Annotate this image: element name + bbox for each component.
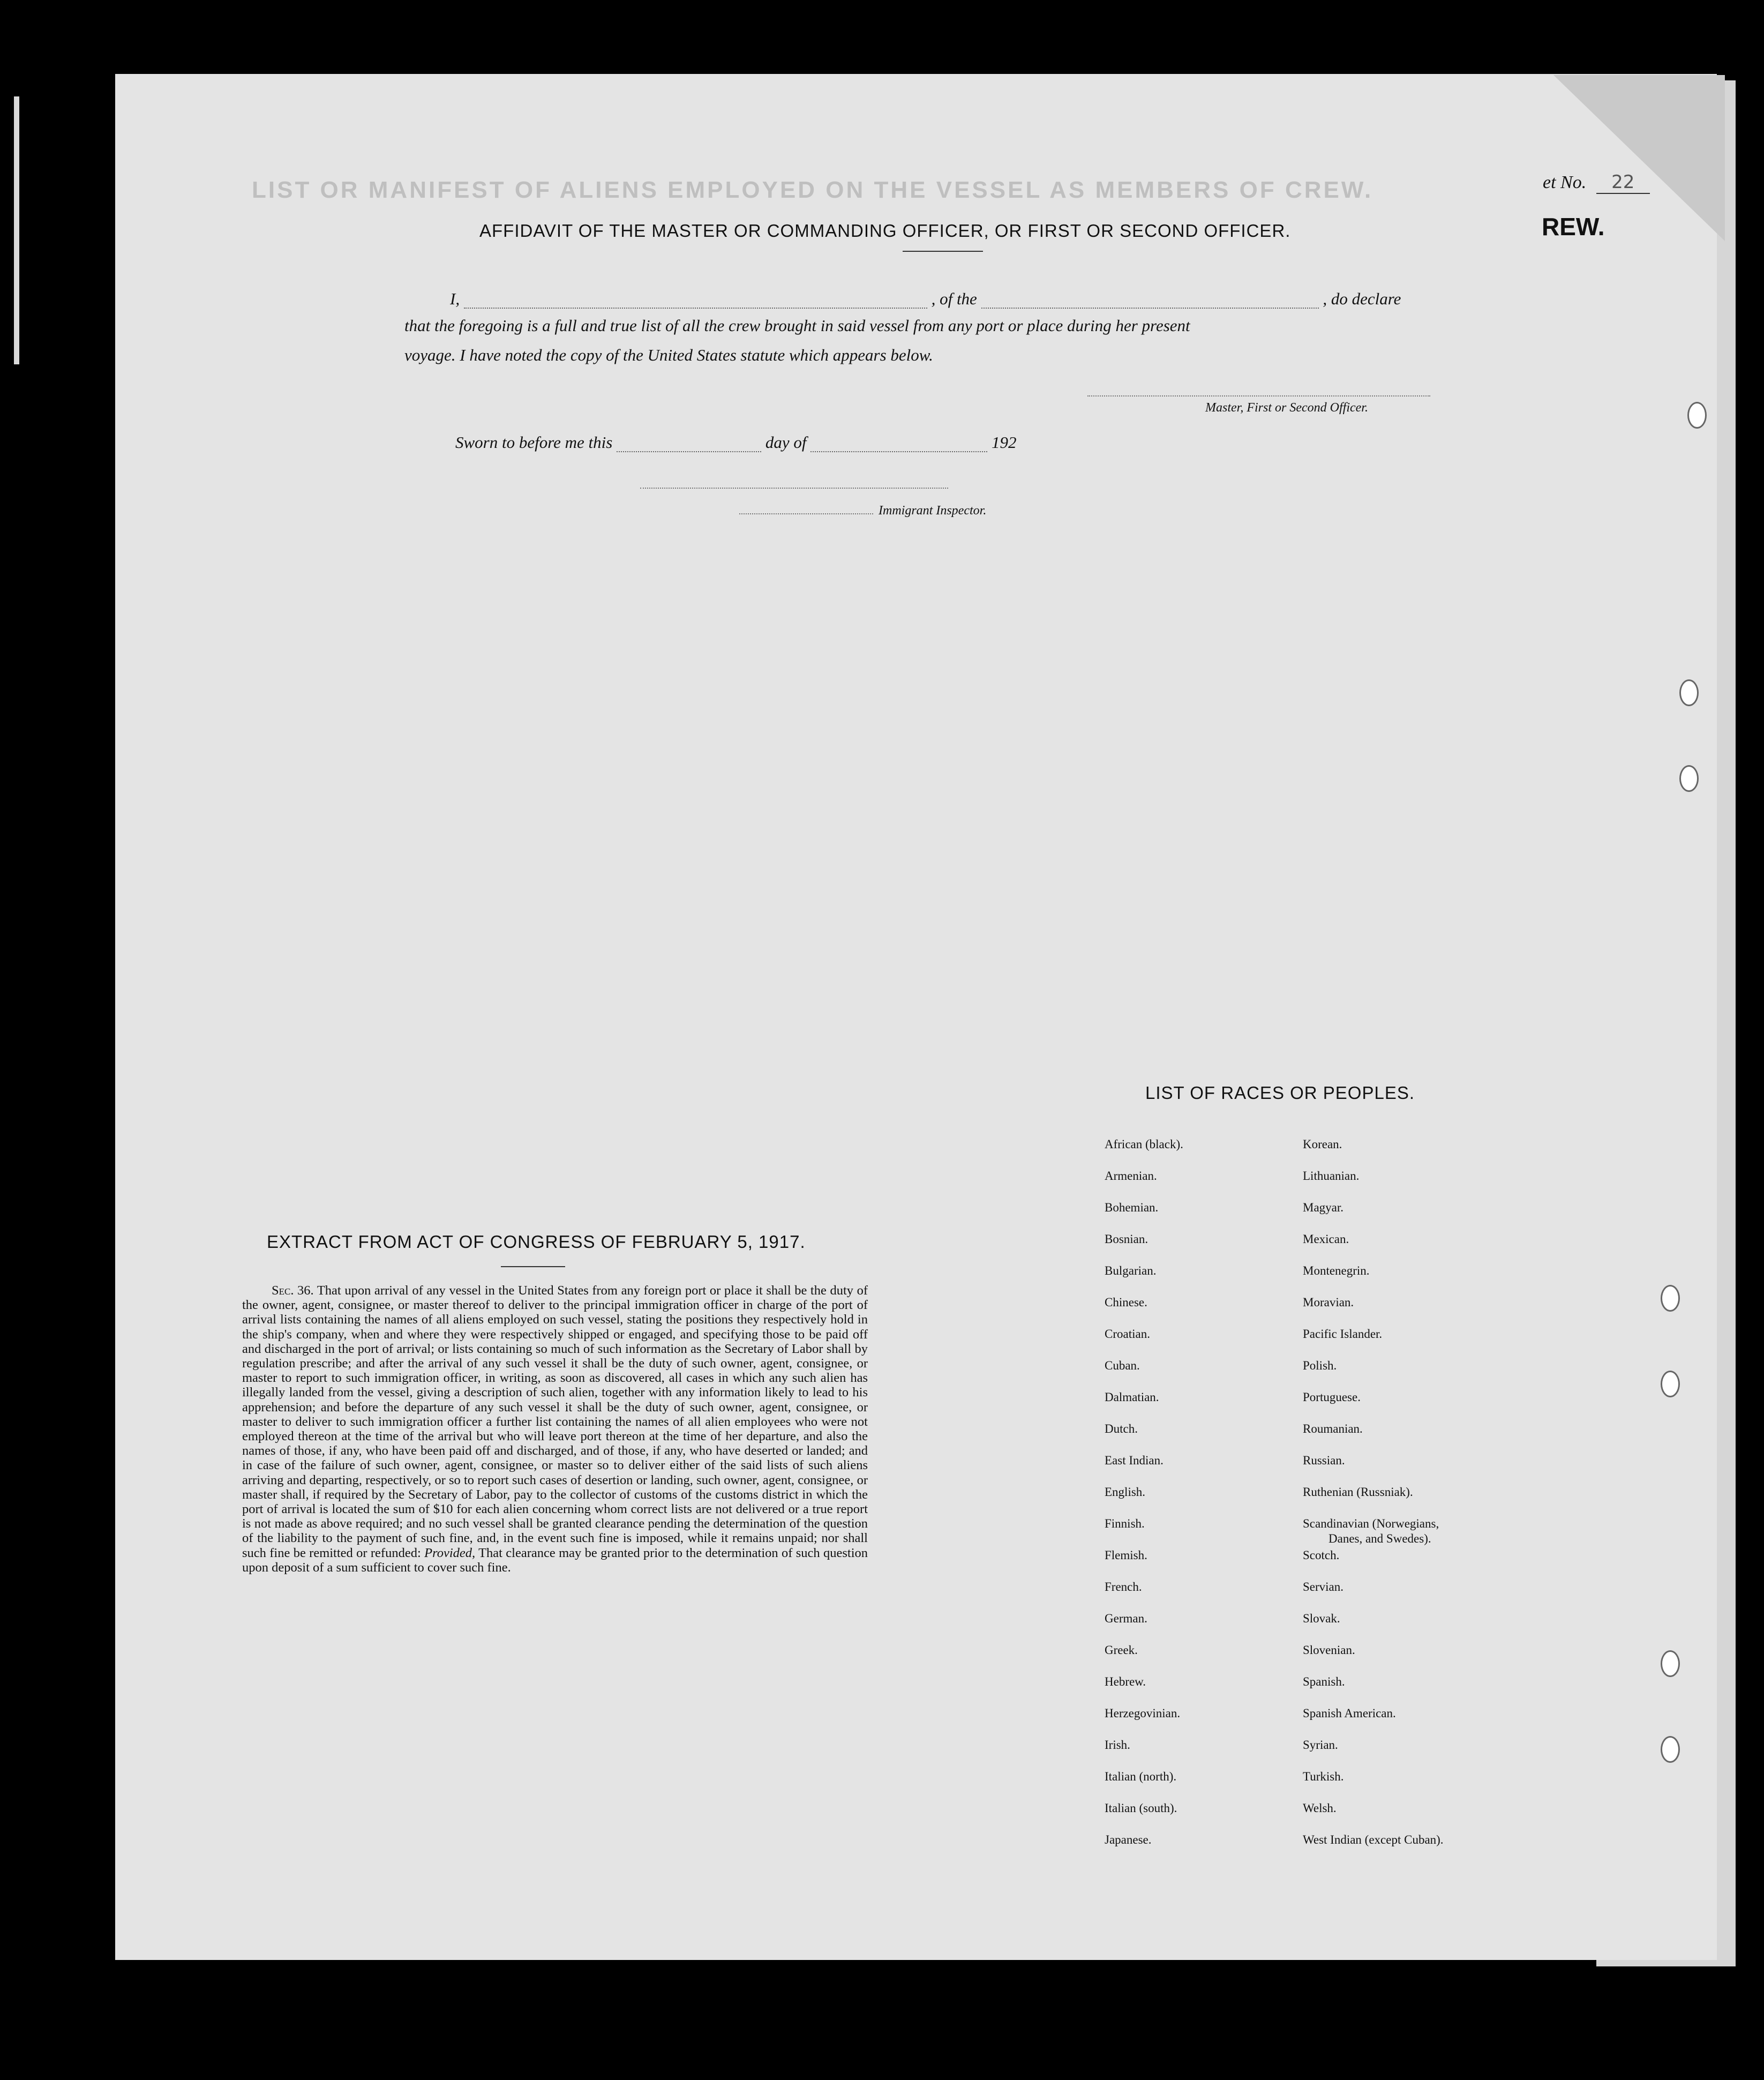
punch-hole (1661, 1285, 1680, 1312)
extract-rule (501, 1266, 565, 1267)
race-item: Servian. (1303, 1580, 1344, 1593)
i-label: I, (450, 289, 460, 308)
adjacent-page-edge (14, 96, 19, 364)
race-item: Polish. (1303, 1359, 1337, 1372)
master-caption: Master, First or Second Officer. (1205, 401, 1368, 415)
race-item: Moravian. (1303, 1296, 1354, 1309)
race-item: Scotch. (1303, 1548, 1340, 1562)
race-item: Pacific Islander. (1303, 1327, 1383, 1341)
sworn-label: Sworn to before me this (455, 433, 613, 452)
race-item: Magyar. (1303, 1201, 1344, 1214)
race-item: Dalmatian. (1105, 1390, 1159, 1404)
race-item: Hebrew. (1105, 1675, 1146, 1688)
affidavit-line-3: voyage. I have noted the copy of the United States statute which appears below. (404, 346, 933, 364)
punch-hole (1661, 1650, 1680, 1677)
year-label: 192 (991, 433, 1017, 452)
race-item: Welsh. (1303, 1801, 1337, 1815)
race-item: Japanese. (1105, 1833, 1152, 1846)
races-title: LIST OF RACES OR PEOPLES. (1145, 1083, 1415, 1103)
race-item: French. (1105, 1580, 1142, 1593)
race-item: Italian (north). (1105, 1770, 1177, 1783)
race-item: Syrian. (1303, 1738, 1338, 1752)
race-item: Spanish American. (1303, 1707, 1396, 1720)
race-item: Mexican. (1303, 1232, 1349, 1246)
sheet-number (1543, 171, 1650, 194)
do-declare-label: , do declare (1323, 289, 1401, 308)
statute-text-2: That clearance may be granted prior to the determination of such question upon deposit of a sum sufficient to cover such fine. (242, 1545, 868, 1575)
day-blank (617, 451, 761, 452)
race-item-continuation: Danes, and Swedes). (1328, 1532, 1431, 1545)
race-item: Greek. (1105, 1643, 1138, 1657)
race-item: Spanish. (1303, 1675, 1345, 1688)
extract-title: EXTRACT FROM ACT OF CONGRESS OF FEBRUARY 5, 1917. (267, 1232, 806, 1252)
race-item: Finnish. (1105, 1517, 1145, 1530)
section-label: Sec. 36. (272, 1283, 314, 1298)
punch-hole (1679, 679, 1699, 706)
race-item: English. (1105, 1485, 1146, 1499)
statute-text-1: That upon arrival of any vessel in the United States from any foreign port or place it shall be the duty of the owner, agent, consignee, or master thereof to deliver to the principal immigration officer in charge of the port of arrival lists containing the names of all aliens employed on such vessel, stating the positions they respectively hold in the ship's company, when and where they were respectively shipped or engaged, and specifying those to be paid off and discharged in the port of arrival; or lists containing so much of such information as the Secretary of Labor shall by regulation prescribe; and after the arrival of any such vessel it shall be the duty of such owner, agent, consignee, or master to report to such immigration officer, in writing, as soon as discovered, all cases in which any such alien has illegally landed from the vessel, giving a description of such alien, together with any information likely to lead to his apprehension; and before the departure of any such vessel it shall be the duty of such owner, agent, consignee, or master to deliver to such immigration officer a further list containing the names of all alien employees who were not employed thereon at the time of the arrival but who will leave port thereon at the time of her departure, and also the names of those, if any, who have been paid off and discharged, and of those, if any, who have deserted or landed; and in case of the failure of such owner, agent, consignee, or master so to deliver either of the said lists of such aliens arriving and departing, respectively, or so to report such cases of desertion or landing, such owner, agent, consignee, or master shall, if required by the Secretary of Labor, pay to the collector of customs of the customs district in which the port of arrival is located the sum of $10 for each alien concerning whom correct lists are not delivered or a true report is not made as above required; and no such vessel shall be granted clearance pending the determination of the question of the liability to the payment of such fine, and, in the event such fine is imposed, while it remains unpaid; nor shall such fine be remitted or refunded: (242, 1283, 868, 1560)
month-blank (810, 451, 987, 452)
race-item: Ruthenian (Russniak). (1303, 1485, 1413, 1499)
race-item: Slovenian. (1303, 1643, 1355, 1657)
race-item: African (black). (1105, 1138, 1183, 1151)
race-item: East Indian. (1105, 1454, 1164, 1467)
bleed-through-title: LIST OR MANIFEST OF ALIENS EMPLOYED ON THE VESSEL AS MEMBERS OF CREW. (252, 177, 1373, 203)
race-item (1303, 1516, 1444, 1548)
race-item: Bulgarian. (1105, 1264, 1157, 1277)
master-signature-line (1087, 395, 1430, 396)
extract-body (242, 1283, 868, 1575)
sheet-label: et No. (1543, 173, 1587, 192)
race-item-text: Scandinavian (Norwegians, (1303, 1517, 1439, 1530)
race-item: Russian. (1303, 1454, 1345, 1467)
race-item: Portuguese. (1303, 1390, 1361, 1404)
race-item: Chinese. (1105, 1296, 1147, 1309)
race-item: Cuban. (1105, 1359, 1140, 1372)
affidavit-line-1 (450, 289, 1401, 309)
race-item: Slovak. (1303, 1612, 1340, 1625)
statute-paragraph (242, 1283, 868, 1575)
races-column-1 (1105, 1137, 1183, 1864)
sheet-number-value: 22 (1596, 171, 1650, 194)
punch-hole (1661, 1736, 1680, 1763)
crew-heading-fragment: REW. (1542, 213, 1605, 241)
race-item: Korean. (1303, 1138, 1342, 1151)
race-item: Flemish. (1105, 1548, 1147, 1562)
punch-hole (1661, 1371, 1680, 1397)
races-column-2 (1303, 1137, 1444, 1864)
affidavit-title: AFFIDAVIT OF THE MASTER OR COMMANDING OFFICER, OR FIRST OR SECOND OFFICER. (479, 221, 1291, 241)
sworn-line (455, 433, 1016, 452)
title-rule (903, 251, 983, 252)
race-item: Dutch. (1105, 1422, 1138, 1435)
inspector-name-line (739, 513, 873, 514)
race-item: Herzegovinian. (1105, 1707, 1181, 1720)
race-item: Bosnian. (1105, 1232, 1149, 1246)
inspector-caption: Immigrant Inspector. (879, 504, 987, 518)
race-item: Armenian. (1105, 1169, 1157, 1183)
vessel-blank (981, 308, 1319, 309)
race-item: Turkish. (1303, 1770, 1344, 1783)
race-item: Croatian. (1105, 1327, 1150, 1341)
race-item: Roumanian. (1303, 1422, 1363, 1435)
race-item: Irish. (1105, 1738, 1130, 1752)
affidavit-line-2: that the foregoing is a full and true list of all the crew brought in said vessel from any port or place during her present (404, 316, 1190, 335)
of-the-label: , of the (931, 289, 977, 308)
race-item: West Indian (except Cuban). (1303, 1833, 1444, 1846)
race-item: Lithuanian. (1303, 1169, 1360, 1183)
day-of-label: day of (765, 433, 807, 452)
provided-label: Provided, (424, 1545, 476, 1560)
race-item: Italian (south). (1105, 1801, 1177, 1815)
inspector-signature-line (640, 488, 948, 489)
name-blank (464, 308, 927, 309)
race-item: Bohemian. (1105, 1201, 1159, 1214)
race-item: Montenegrin. (1303, 1264, 1370, 1277)
race-item: German. (1105, 1612, 1147, 1625)
punch-hole (1687, 402, 1707, 429)
punch-hole (1679, 765, 1699, 792)
